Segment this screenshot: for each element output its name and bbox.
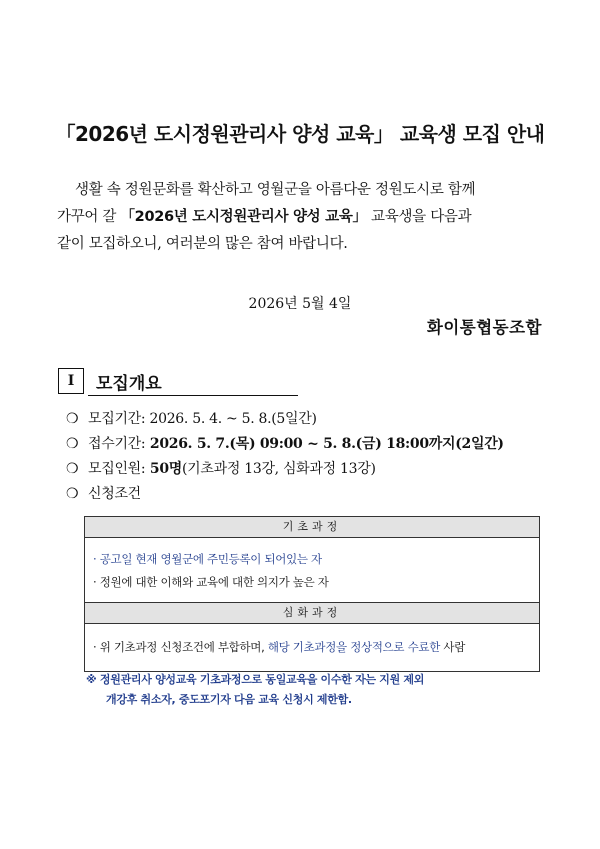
basic-course-header: 기초과정 [85, 517, 539, 538]
item-value-bold: 50명 [145, 461, 183, 477]
eligibility-note [86, 670, 424, 710]
item-value: 2026. 5. 7.(목) 09:00 ~ 5. 8.(금) 18:00까지(2일간) [145, 436, 504, 452]
note-line-1: ※ 정원관리사 양성교육 기초과정으로 동일교육을 이수한 자는 지원 제외 [86, 673, 425, 686]
item-value: 2026. 5. 4. ~ 5. 8.(5일간) [145, 411, 317, 427]
item-label: 신청조건 [88, 486, 141, 502]
list-item-count [66, 458, 504, 483]
intro-line-1: 생활 속 정원문화를 확산하고 영월군을 아름다운 정원도시로 함께 [75, 182, 476, 198]
intro-line-3: 같이 모집하오니, 여러분의 많은 참여 바랍니다. [57, 236, 348, 252]
circle-bullet-icon: ❍ [66, 411, 79, 427]
section-number: Ⅰ [58, 368, 84, 394]
item-label: 접수기간: [88, 436, 146, 452]
list-item-period [66, 408, 504, 433]
item-value: (기초과정 13강, 심화과정 13강) [182, 461, 376, 477]
intro-line-2-pre: 가꾸어 갈 [57, 209, 121, 225]
item-label: 모집기간: [88, 411, 146, 427]
advanced-condition-post: 사람 [440, 640, 466, 654]
circle-bullet-icon: ❍ [66, 436, 79, 452]
organization-name: 화이통협동조합 [426, 318, 542, 337]
circle-bullet-icon: ❍ [66, 486, 79, 502]
basic-condition-1: · 공고일 현재 영월군에 주민등록이 되어있는 자 [93, 552, 322, 566]
overview-list [66, 408, 504, 508]
note-line-2: 개강후 취소자, 중도포기자 다음 교육 신청시 제한함. [106, 693, 352, 706]
advanced-condition-pre: · 위 기초과정 신청조건에 부합하며, [93, 640, 268, 654]
basic-condition-2: · 정원에 대한 이해와 교육에 대한 의지가 높은 자 [93, 575, 329, 589]
section-header [58, 365, 298, 397]
page-title: 「2026년 도시정원관리사 양성 교육」 교육생 모집 안내 [55, 122, 545, 146]
section-underline [88, 395, 298, 396]
circle-bullet-icon: ❍ [66, 461, 79, 477]
conditions-table [84, 516, 540, 672]
advanced-condition-highlight: 해당 기초과정을 정상적으로 수료한 [267, 640, 441, 654]
advanced-course-conditions [85, 624, 539, 671]
advanced-condition-1 [93, 636, 531, 659]
list-item-reception [66, 433, 504, 458]
program-name: 「2026년 도시정원관리사 양성 교육」 [120, 209, 367, 225]
intro-paragraph [57, 177, 547, 258]
basic-course-conditions [85, 538, 539, 603]
list-item-conditions [66, 483, 504, 508]
intro-line-2 [57, 204, 547, 231]
advanced-course-header: 심화과정 [85, 603, 539, 624]
intro-line-2-post: 교육생을 다음과 [366, 209, 472, 225]
notice-date: 2026년 5월 4일 [248, 296, 352, 312]
item-label: 모집인원: [88, 461, 146, 477]
section-title: 모집개요 [96, 374, 162, 394]
